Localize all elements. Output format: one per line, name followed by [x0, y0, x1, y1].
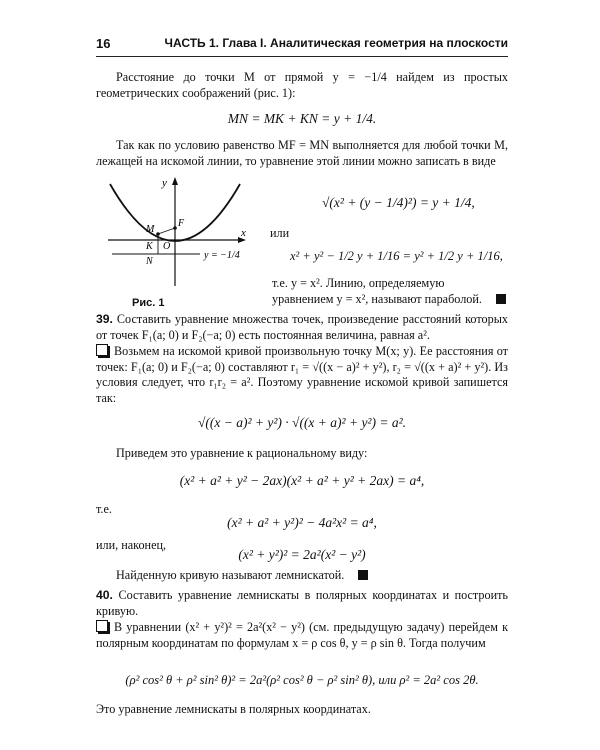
formula-product-distances: √((x − a)² + y²) · √((x + a)² + y²) = a². [197, 415, 407, 430]
problem-39-number: 39. [96, 312, 113, 326]
running-title: ЧАСТЬ 1. Глава I. Аналитическая геометрия на плоскости [164, 36, 508, 50]
paragraph-condition: Так как по условию равенство MF = MN выполняется для любой точки M, лежащей на искомой линии, то уравнение этой линии можно записать в виде [96, 138, 508, 168]
end-of-proof-icon [496, 294, 506, 304]
problem-40-solution [96, 620, 508, 651]
formula-lemniscate: (x² + y²)² = 2a²(x² − y²) [238, 547, 366, 562]
solution-start-icon [96, 620, 108, 632]
problem-40-statement [96, 588, 508, 619]
page-number: 16 [96, 36, 111, 51]
text-final: Это уравнение лемнискаты в полярных координатах. [96, 702, 371, 716]
problem-40-number: 40. [96, 588, 113, 602]
paragraph-distance: Расстояние до точки M от прямой y = −1/4 найдем из простых геометрических соображений (рис. 1): [96, 70, 508, 100]
conclusion-parabola [272, 276, 508, 307]
formula-expanded: x² + y² − 1/2 y + 1/16 = y² + 1/2 y + 1/16, [290, 249, 503, 263]
label-x: x [241, 227, 246, 239]
point-m-dot [156, 232, 160, 236]
figure-caption: Рис. 1 [132, 297, 165, 309]
problem-40-solution-text: В уравнении (x² + y²)² = 2a²(x² − y²) (см. предыдущую задачу) перейдем к полярным координатам по формулам x = ρ cos θ, y = ρ sin θ. Тогда получим [96, 620, 508, 650]
conclusion-text: т.е. y = x². Линию, определяемую уравнением y = x², называют параболой. [272, 276, 482, 306]
formula-distance-equality: √(x² + (y − 1/4)²) = y + 1/4, [322, 195, 475, 210]
problem-40-text: Составить уравнение лемнискаты в полярных координатах и построить кривую. [96, 588, 508, 618]
text-lemniscate [96, 568, 508, 584]
end-of-proof-icon [358, 570, 368, 580]
problem-39-solution [96, 344, 508, 406]
word-or: или [270, 226, 290, 240]
figure-parabola [100, 174, 250, 294]
label-m: M [146, 224, 155, 235]
label-f: F [178, 218, 185, 229]
solution-start-icon [96, 344, 108, 356]
text-finally: или, наконец, [96, 538, 167, 552]
label-n: N [146, 256, 153, 267]
text-ie: т.е. [96, 502, 112, 516]
formula-mn: MN = MK + KN = y + 1/4. [227, 111, 377, 126]
label-directrix: y = −1/4 [204, 250, 240, 261]
formula-simplified: (x² + a² + y²)² − 4a²x² = a⁴, [227, 515, 377, 530]
text-rational-form: Приведем это уравнение к рациональному виду: [116, 446, 368, 460]
text-lemniscate-content: Найденную кривую называют лемнискатой. [116, 568, 345, 582]
point-f-dot [173, 226, 177, 230]
formula-polar: (ρ² cos² θ + ρ² sin² θ)² = 2a²(ρ² cos² θ − ρ² sin² θ), или ρ² = 2a² cos 2θ. [125, 673, 479, 687]
problem-39-solution-text: Возьмем на искомой кривой произвольную точку M(x; y). Ее расстояния от точек: F₁(a; 0) и F₂(−a; 0) составляют r₁ = √((x − a)² + y²), r₂ = √((x + a)² + y²). Из условия следует, что r₁r₂ = a². Поэтому уравнение искомой кривой запишется так: [96, 344, 508, 405]
problem-39-text: Составить уравнение множества точек, произведение расстояний которых от точек F₁(a; 0) и F₂(−a; 0) есть постоянная величина, равная a². [96, 312, 509, 342]
problem-39-statement [96, 312, 508, 343]
label-o: O [163, 241, 171, 252]
label-y: y [162, 177, 167, 189]
y-axis-arrow-icon [172, 177, 178, 185]
header-rule [96, 56, 508, 57]
formula-rational: (x² + a² + y² − 2ax)(x² + a² + y² + 2ax) = a⁴, [179, 473, 425, 488]
label-k: K [146, 241, 153, 252]
segment-mf [158, 228, 175, 234]
